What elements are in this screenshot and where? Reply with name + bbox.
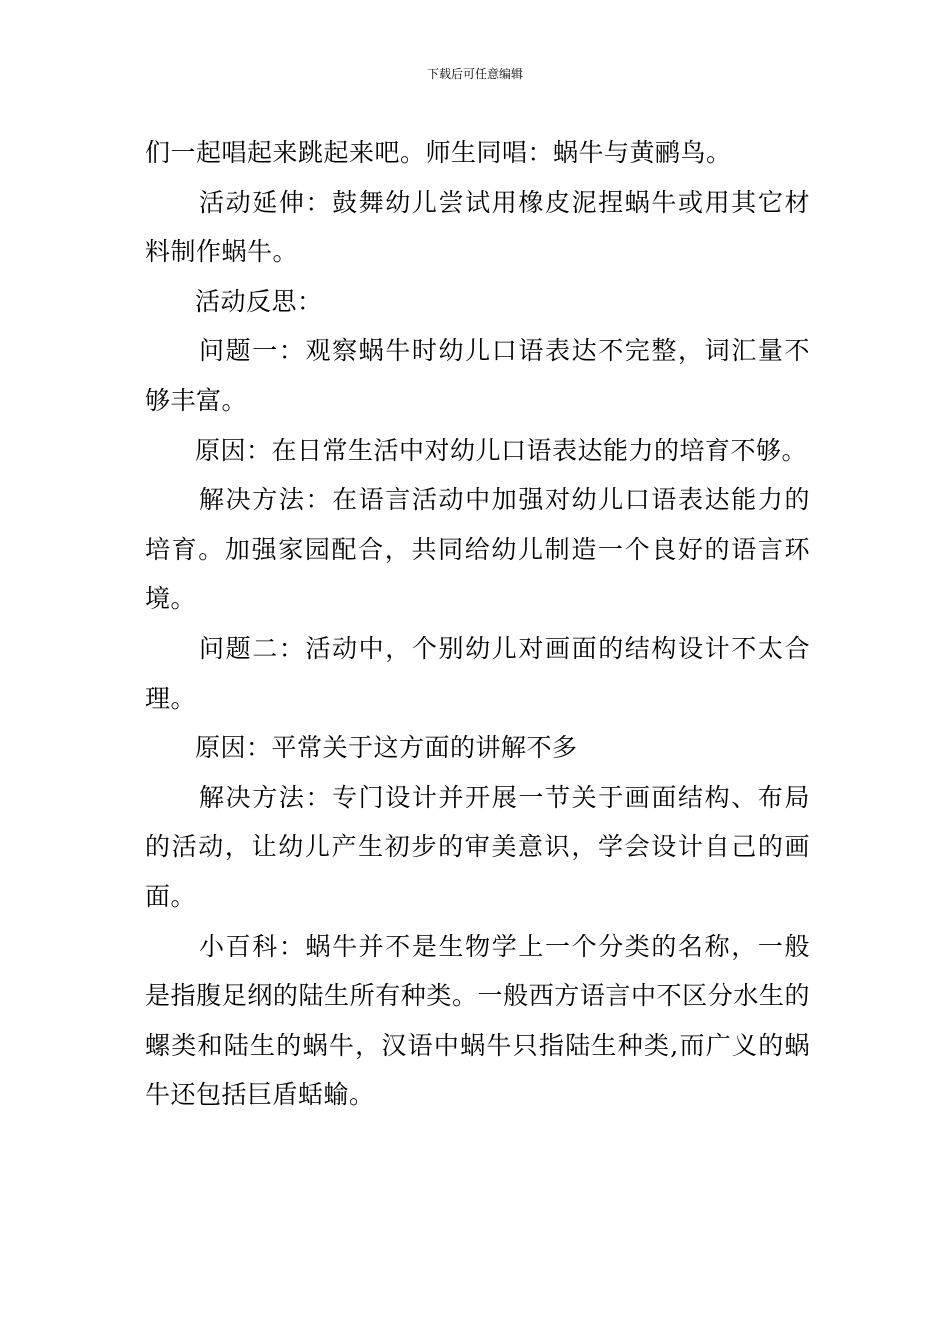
paragraph-activity-extension: 活动延伸：鼓舞幼儿尝试用橡皮泥捏蜗牛或用其它材料制作蜗牛。 <box>145 187 810 267</box>
paragraph-continuation: 们一起唱起来跳起来吧。师生同唱：蜗牛与黄鹂鸟。 <box>145 138 732 167</box>
paragraph-reason-one: 原因：在日常生活中对幼儿口语表达能力的培育不够。 <box>195 435 808 465</box>
paragraph-problem-two: 问题二：活动中，个别幼儿对画面的结构设计不太合理。 <box>145 633 810 713</box>
paragraph-reason-two: 原因：平常关于这方面的讲解不多 <box>195 733 578 763</box>
paragraph-reflection-heading: 活动反思： <box>195 286 323 316</box>
paragraph-solution-two: 解决方法：专门设计并开展一节关于画面结构、布局的活动，让幼儿产生初步的审美意识，学会设计自己的画面。 <box>145 782 810 911</box>
page-header: 下载后可任意编辑 <box>426 67 523 81</box>
paragraph-encyclopedia: 小百科：蜗牛并不是生物学上一个分类的名称，一般是指腹足纲的陆生所有种类。一般西方语言中不区分水生的螺类和陆生的蜗牛，汉语中蜗牛只指陆生种类,而广义的蜗牛还包括巨盾蛞蝓。 <box>145 931 810 1110</box>
document-body <box>145 128 810 1120</box>
paragraph-problem-one: 问题一：观察蜗牛时幼儿口语表达不完整，词汇量不够丰富。 <box>145 336 810 415</box>
paragraph-solution-one: 解决方法：在语言活动中加强对幼儿口语表达能力的培育。加强家园配合，共同给幼儿制造一个良好的语言环境。 <box>145 485 810 614</box>
